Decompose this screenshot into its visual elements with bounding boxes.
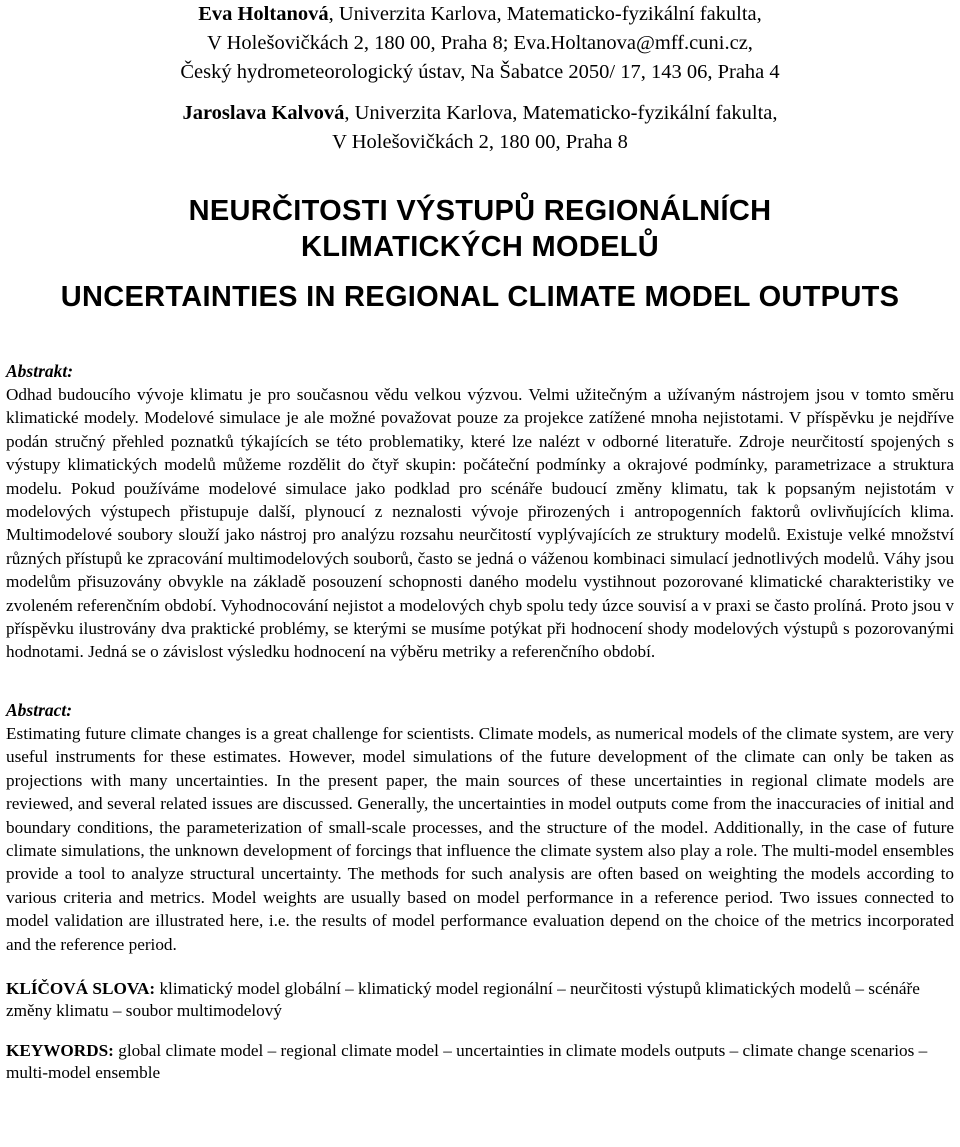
author-2-name: Jaroslava Kalvová	[182, 102, 345, 124]
title-czech-line-1: NEURČITOSTI VÝSTUPŮ REGIONÁLNÍCH	[188, 195, 772, 227]
author-1-name: Eva Holtanová	[198, 3, 329, 25]
keywords-czech-text: klimatický model globální – klimatický model regionální – neurčitosti výstupů klimatických modelů – scénáře změny klimatu – soubor multimodelový	[6, 978, 920, 1021]
keywords-czech	[6, 978, 954, 1023]
author-1-affiliation-1: , Univerzita Karlova, Matematicko-fyzikální fakulta,	[328, 3, 762, 25]
title-czech-line-2: KLIMATICKÝCH MODELŮ	[301, 231, 659, 263]
author-2-affiliation-2: V Holešovičkách 2, 180 00, Praha 8	[332, 131, 628, 153]
abstract-label: Abstract:	[6, 699, 73, 720]
abstrakt-text: Odhad budoucího vývoje klimatu je pro současnou vědu velkou výzvou. Velmi užitečným a užívaným nástrojem jsou v tomto směru klimatické modely. Modelové simulace je ale možné považovat pouze za projekce zatížené mnoha nejistotami. V příspěvku je nejdříve podán stručný přehled poznatků týkajících se této problematiky, které lze nalézt v odborné literatuře. Zdroje neurčitostí spojených s výstupy klimatických modelů můžeme rozdělit do čtyř skupin: počáteční podmínky a okrajové podmínky, parametrizace a struktura modelu. Pokud používáme modelové simulace jako podklad pro scénáře budoucí změny klimatu, tak k popsaným nejistotám v modelových výstupech přistupuje další, plynoucí z neznalosti vývoje přirozených i antropogenních faktorů ovlivňujících klima. Multimodelové soubory slouží jako nástroj pro analýzu rozsahu neurčitostí vyplývajících ze struktury modelů. Existuje velké množství různých přístupů ke zpracování multimodelových souborů, často se jedná o váženou kombinaci simulací jednotlivých modelů. Váhy jsou modelům přisuzovány obvykle na základě posouzení schopnosti daného modelu vystihnout pozorované klimatické charakteristiky ve zvoleném referenčním období. Vyhodnocování nejistot a modelových chyb spolu tedy úzce souvisí a v praxi se často prolíná. Proto jsou v příspěvku ilustrovány dva praktické problémy, se kterými se musíme potýkat při hodnocení shody modelových výstupů s pozorovanými hodnotami. Jedná se o závislost výsledku hodnocení na výběru metriky a referenčního období.	[6, 385, 954, 662]
author-block-1	[6, 0, 954, 87]
keywords-czech-label: KLÍČOVÁ SLOVA:	[6, 978, 156, 998]
keywords-english	[6, 1040, 954, 1085]
title-english: UNCERTAINTIES IN REGIONAL CLIMATE MODEL OUTPUTS	[60, 281, 900, 313]
abstract-text: Estimating future climate changes is a great challenge for scientists. Climate models, as numerical models of the climate system, are very useful instruments for these estimates. However, model simulations of the future development of the climate can only be taken as projections with many uncertainties. In the present paper, the main sources of these uncertainties in regional climate models are reviewed, and several related issues are discussed. Generally, the uncertainties in model outputs come from the inaccuracies of initial and boundary conditions, the parameterization of small-scale processes, and the structure of the model. Additionally, in the case of future climate simulations, the unknown development of forcings that influence the climate system also play a role. The multi-model ensembles provide a tool to analyze structural uncertainty. The methods for such analysis are often based on weighting the models according to various criteria and metrics. Model weights are usually based on model performance in a reference period. Two issues connected to model validation are illustrated here, i.e. the results of model performance evaluation depend on the choice of the metrics incorporated and the reference period.	[6, 723, 954, 954]
keywords-english-text: global climate model – regional climate model – uncertainties in climate models outputs – climate change scenarios – multi-model ensemble	[6, 1040, 928, 1083]
author-block-2	[6, 99, 954, 157]
keywords-english-label: KEYWORDS:	[6, 1040, 114, 1060]
title-czech	[6, 193, 954, 265]
author-1-affiliation-2: V Holešovičkách 2, 180 00, Praha 8; Eva.Holtanova@mff.cuni.cz,	[207, 32, 753, 54]
author-2-affiliation-1: , Univerzita Karlova, Matematicko-fyzikální fakulta,	[344, 102, 778, 124]
author-1-line-1	[6, 0, 954, 29]
author-1-affiliation-3: Český hydrometeorologický ústav, Na Šabatce 2050/ 17, 143 06, Praha 4	[180, 61, 780, 83]
author-2-line-1	[6, 99, 954, 128]
abstrakt-label: Abstrakt:	[6, 361, 74, 381]
author-affiliations	[6, 0, 954, 157]
